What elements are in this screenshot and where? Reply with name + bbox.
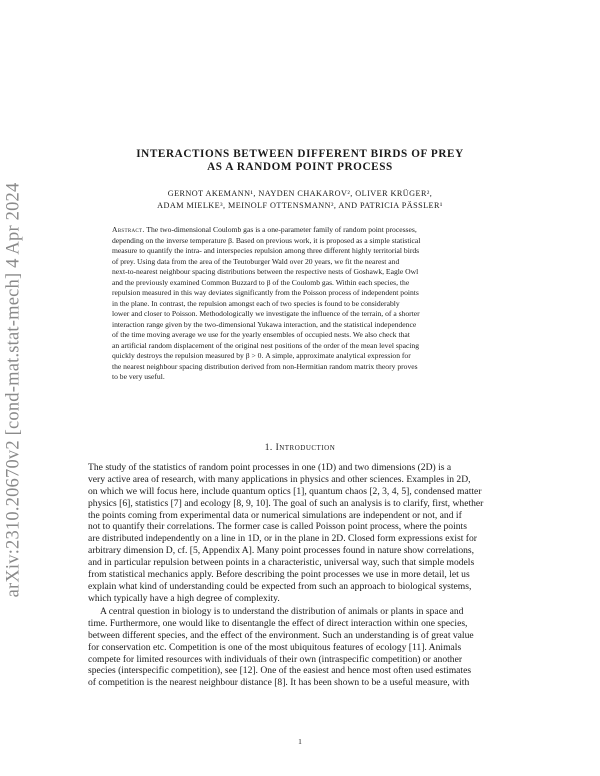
body-line: physics [6], statistics [7] and ecology [8, 9, 10]. The goal of such an analysis is to clarify, first, whether [88, 497, 484, 509]
abstract [112, 225, 488, 383]
abstract-line: quickly destroys the repulsion measured by β > 0. A simple, approximate analytical expression for [112, 351, 411, 360]
abstract-line: next-to-nearest neighbour spacing distributions between the respective nests of Goshawk, Eagle Owl [112, 267, 419, 276]
abstract-line: Abstract. The two-dimensional Coulomb gas is a one-parameter family of random point processes, [112, 225, 417, 234]
body-line: and in particular repulsion between points in a characteristic, universal way, such that simple models [88, 557, 475, 569]
abstract-line: repulsion measured in this way deviates significantly from the Poisson process of independent points [112, 288, 419, 297]
body-line: on which we will focus here, include quantum optics [1], quantum chaos [2, 3, 4, 5], condensed matter [88, 485, 482, 497]
body-line: The study of the statistics of random point processes in one (1D) and two dimensions (2D) is a [88, 462, 452, 473]
body-line: of competition is the nearest neighbour distance [8]. It has been shown to be a useful measure, with [88, 677, 470, 689]
abstract-line: of the time moving average we use for the yearly ensembles of occupied nests. We also check that [112, 330, 410, 339]
abstract-line: in the plane. In contrast, the repulsion amongst each of two species is found to be considerably [112, 298, 400, 308]
body-line: arbitrary dimension D, cf. [5, Appendix A]. Many point processes found in nature show correlations, [88, 545, 475, 557]
abstract-line: of prey. Using data from the area of the Teutoburger Wald over 20 years, we fit the nearest and [112, 256, 400, 266]
arxiv-identifier: arXiv:2310.20670v2 [cond-mat.stat-mech] 4 Apr 2024 [3, 182, 24, 598]
body-line: very active area of research, with many applications in physics and other sciences. Examples in 2D, [88, 473, 471, 485]
abstract-line: to be very useful. [112, 372, 165, 381]
authors-line-2: ADAM MIELKE³, MEINOLF OTTENSMANN², AND PATRICIA PÄSSLER¹ [157, 201, 443, 210]
body-line: explain what kind of understanding could be expected from such an approach to biological systems, [88, 580, 472, 592]
body-line: time. Furthermore, one would like to disentangle the effect of direct interaction within one species, [88, 617, 468, 629]
body-line: A central question in biology is to understand the distribution of animals or plants in space and [100, 606, 464, 617]
abstract-line: an artificial random displacement of the original nest positions of the order of the mean level spacing [112, 340, 420, 350]
section-heading [90, 443, 510, 453]
abstract-line: the nearest neighbour spacing distribution derived from non-Hermitian random matrix theory proves [112, 361, 418, 371]
body-line: between different species, and the effect of the environment. Such an understanding is of great value [88, 629, 474, 641]
body-line: from statistical mechanics apply. Before describing the point processes we use in more detail, let us [88, 569, 470, 581]
abstract-line: interaction range given by the two-dimensional Yukawa interaction, and the statistical independence [112, 319, 417, 329]
authors-line-1: GERNOT AKEMANN¹, NAYDEN CHAKAROV², OLIVER KRÜGER², [167, 189, 433, 198]
body-line: compete for limited resources with individuals of their own (intraspecific competition) or another [88, 653, 463, 665]
abstract-line: lower and closer to Poisson. Methodologically we investigate the influence of the terrain, of a shorter [112, 309, 420, 318]
abstract-line: depending on the inverse temperature β. Based on previous work, it is proposed as a simple statistical [112, 235, 421, 245]
abstract-label: Abstract. [112, 225, 145, 234]
section-title: Introduction [275, 443, 336, 453]
abstract-line: measure to quantify the intra- and interspecies repulsion among three different highly territorial birds [112, 246, 420, 255]
paragraph-1 [88, 462, 512, 605]
paragraph-2 [88, 606, 512, 689]
section-number: 1. [264, 443, 273, 453]
body-line: for conservation etc. Competition is one of the most ubiquitous features of ecology [11]. Animals [88, 641, 462, 653]
paper-title-line-1: INTERACTIONS BETWEEN DIFFERENT BIRDS OF PREY [136, 148, 464, 160]
paper-title-line-2: AS A RANDOM POINT PROCESS [207, 161, 393, 173]
body-line: are distributed independently on a line in 1D, or in the plane in 2D. Closed form expressions exist for [88, 533, 477, 545]
abstract-line: and the previously examined Common Buzzard to β of the Coulomb gas. Within each species, the [112, 277, 410, 287]
body-line: which typically have a high degree of complexity. [88, 592, 280, 604]
page-number: 1 [298, 737, 302, 746]
body-line: the points coming from experimental data or numerical simulations are independent or not, and if [88, 509, 462, 521]
body-line: not to quantify their correlations. The former case is called Poisson point process, where the points [88, 521, 467, 533]
body-line: species (interspecific competition), see [12]. One of the easiest and hence most often used estimates [88, 665, 472, 677]
